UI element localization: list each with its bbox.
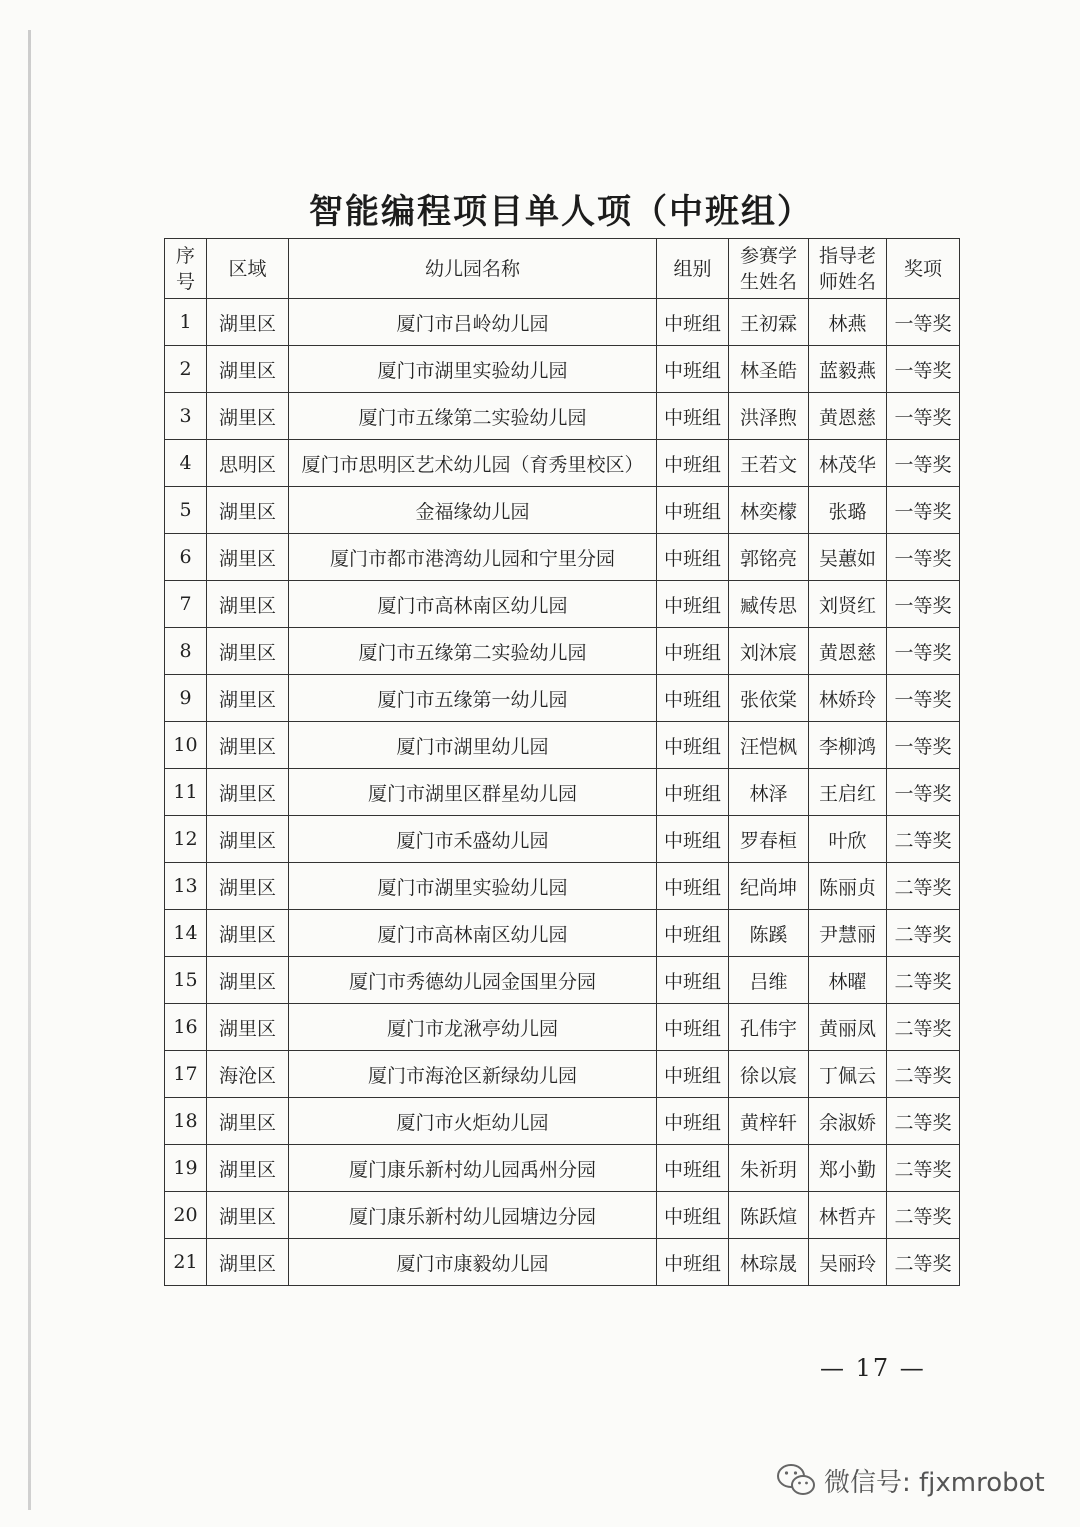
cell-region: 思明区 bbox=[207, 440, 289, 487]
cell-student: 吕维 bbox=[729, 957, 809, 1004]
cell-student: 臧传思 bbox=[729, 581, 809, 628]
cell-group: 中班组 bbox=[657, 1239, 729, 1286]
cell-student: 张依棠 bbox=[729, 675, 809, 722]
table-row bbox=[165, 1098, 960, 1145]
table-row bbox=[165, 628, 960, 675]
cell-award: 一等奖 bbox=[887, 769, 960, 816]
cell-region: 湖里区 bbox=[207, 1004, 289, 1051]
header-school: 幼儿园名称 bbox=[289, 239, 657, 299]
cell-group: 中班组 bbox=[657, 487, 729, 534]
awards-table bbox=[164, 238, 960, 1286]
table-header-row bbox=[165, 239, 960, 299]
table-row bbox=[165, 675, 960, 722]
cell-region: 湖里区 bbox=[207, 393, 289, 440]
cell-award: 一等奖 bbox=[887, 440, 960, 487]
cell-seq: 8 bbox=[165, 628, 207, 675]
cell-student: 王初霖 bbox=[729, 299, 809, 346]
watermark-text: 微信号: fjxmrobot bbox=[824, 1467, 1045, 1498]
cell-award: 一等奖 bbox=[887, 675, 960, 722]
cell-teacher: 吴丽玲 bbox=[809, 1239, 887, 1286]
cell-group: 中班组 bbox=[657, 628, 729, 675]
table-row bbox=[165, 1051, 960, 1098]
cell-student: 林圣皓 bbox=[729, 346, 809, 393]
table-row bbox=[165, 440, 960, 487]
cell-school: 厦门市湖里幼儿园 bbox=[289, 722, 657, 769]
cell-seq: 14 bbox=[165, 910, 207, 957]
table-row bbox=[165, 487, 960, 534]
cell-teacher: 余淑娇 bbox=[809, 1098, 887, 1145]
cell-school: 厦门市高林南区幼儿园 bbox=[289, 581, 657, 628]
table-row bbox=[165, 1145, 960, 1192]
cell-award: 二等奖 bbox=[887, 957, 960, 1004]
cell-award: 一等奖 bbox=[887, 346, 960, 393]
cell-school: 厦门市湖里实验幼儿园 bbox=[289, 863, 657, 910]
cell-award: 二等奖 bbox=[887, 910, 960, 957]
cell-group: 中班组 bbox=[657, 1192, 729, 1239]
cell-school: 厦门康乐新村幼儿园塘边分园 bbox=[289, 1192, 657, 1239]
wechat-icon bbox=[776, 1462, 816, 1498]
cell-group: 中班组 bbox=[657, 1098, 729, 1145]
cell-region: 海沧区 bbox=[207, 1051, 289, 1098]
table-row bbox=[165, 957, 960, 1004]
cell-award: 二等奖 bbox=[887, 1004, 960, 1051]
cell-school: 厦门市湖里实验幼儿园 bbox=[289, 346, 657, 393]
header-teacher: 指导老师姓名 bbox=[809, 239, 887, 299]
cell-teacher: 郑小勤 bbox=[809, 1145, 887, 1192]
cell-group: 中班组 bbox=[657, 346, 729, 393]
cell-seq: 13 bbox=[165, 863, 207, 910]
cell-seq: 12 bbox=[165, 816, 207, 863]
cell-region: 湖里区 bbox=[207, 1239, 289, 1286]
cell-seq: 17 bbox=[165, 1051, 207, 1098]
cell-seq: 10 bbox=[165, 722, 207, 769]
cell-group: 中班组 bbox=[657, 299, 729, 346]
cell-school: 厦门市五缘第二实验幼儿园 bbox=[289, 628, 657, 675]
cell-school: 厦门市火炬幼儿园 bbox=[289, 1098, 657, 1145]
cell-award: 二等奖 bbox=[887, 1098, 960, 1145]
header-award: 奖项 bbox=[887, 239, 960, 299]
table-row bbox=[165, 534, 960, 581]
table-row bbox=[165, 816, 960, 863]
cell-region: 湖里区 bbox=[207, 816, 289, 863]
cell-school: 厦门市海沧区新绿幼儿园 bbox=[289, 1051, 657, 1098]
cell-group: 中班组 bbox=[657, 816, 729, 863]
table-row bbox=[165, 346, 960, 393]
cell-region: 湖里区 bbox=[207, 581, 289, 628]
cell-school: 厦门市禾盛幼儿园 bbox=[289, 816, 657, 863]
watermark bbox=[776, 1460, 1045, 1500]
cell-seq: 4 bbox=[165, 440, 207, 487]
cell-seq: 9 bbox=[165, 675, 207, 722]
cell-group: 中班组 bbox=[657, 534, 729, 581]
cell-award: 二等奖 bbox=[887, 1145, 960, 1192]
cell-seq: 15 bbox=[165, 957, 207, 1004]
cell-student: 汪恺枫 bbox=[729, 722, 809, 769]
cell-student: 刘沐宸 bbox=[729, 628, 809, 675]
binding-edge bbox=[28, 30, 31, 1510]
cell-region: 湖里区 bbox=[207, 487, 289, 534]
table-row bbox=[165, 722, 960, 769]
cell-award: 一等奖 bbox=[887, 628, 960, 675]
table-row bbox=[165, 1239, 960, 1286]
cell-teacher: 张璐 bbox=[809, 487, 887, 534]
cell-seq: 21 bbox=[165, 1239, 207, 1286]
cell-teacher: 蓝毅燕 bbox=[809, 346, 887, 393]
cell-teacher: 黄恩慈 bbox=[809, 393, 887, 440]
cell-school: 厦门市思明区艺术幼儿园（育秀里校区） bbox=[289, 440, 657, 487]
cell-student: 黄梓轩 bbox=[729, 1098, 809, 1145]
cell-seq: 1 bbox=[165, 299, 207, 346]
cell-student: 孔伟宇 bbox=[729, 1004, 809, 1051]
cell-region: 湖里区 bbox=[207, 534, 289, 581]
cell-teacher: 丁佩云 bbox=[809, 1051, 887, 1098]
table-row bbox=[165, 581, 960, 628]
header-region: 区域 bbox=[207, 239, 289, 299]
cell-award: 一等奖 bbox=[887, 534, 960, 581]
cell-teacher: 林燕 bbox=[809, 299, 887, 346]
cell-award: 一等奖 bbox=[887, 487, 960, 534]
cell-award: 二等奖 bbox=[887, 1192, 960, 1239]
table-row bbox=[165, 299, 960, 346]
cell-student: 林琮晟 bbox=[729, 1239, 809, 1286]
cell-school: 厦门市龙湫亭幼儿园 bbox=[289, 1004, 657, 1051]
cell-student: 徐以宸 bbox=[729, 1051, 809, 1098]
header-seq: 序号 bbox=[165, 239, 207, 299]
cell-teacher: 林娇玲 bbox=[809, 675, 887, 722]
header-group: 组别 bbox=[657, 239, 729, 299]
cell-award: 二等奖 bbox=[887, 863, 960, 910]
cell-award: 一等奖 bbox=[887, 722, 960, 769]
cell-region: 湖里区 bbox=[207, 863, 289, 910]
cell-region: 湖里区 bbox=[207, 675, 289, 722]
cell-teacher: 林曜 bbox=[809, 957, 887, 1004]
cell-award: 一等奖 bbox=[887, 581, 960, 628]
cell-school: 厦门市五缘第一幼儿园 bbox=[289, 675, 657, 722]
page-title: 智能编程项目单人项（中班组） bbox=[309, 192, 813, 232]
cell-teacher: 林茂华 bbox=[809, 440, 887, 487]
cell-student: 洪泽煦 bbox=[729, 393, 809, 440]
cell-student: 朱祈玥 bbox=[729, 1145, 809, 1192]
cell-student: 陈蹊 bbox=[729, 910, 809, 957]
cell-school: 厦门市湖里区群星幼儿园 bbox=[289, 769, 657, 816]
cell-school: 厦门市五缘第二实验幼儿园 bbox=[289, 393, 657, 440]
cell-school: 厦门康乐新村幼儿园禹州分园 bbox=[289, 1145, 657, 1192]
cell-region: 湖里区 bbox=[207, 910, 289, 957]
cell-seq: 19 bbox=[165, 1145, 207, 1192]
cell-teacher: 王启红 bbox=[809, 769, 887, 816]
table-row bbox=[165, 1004, 960, 1051]
cell-student: 林泽 bbox=[729, 769, 809, 816]
cell-seq: 6 bbox=[165, 534, 207, 581]
table-row bbox=[165, 863, 960, 910]
cell-award: 二等奖 bbox=[887, 816, 960, 863]
cell-teacher: 陈丽贞 bbox=[809, 863, 887, 910]
cell-student: 郭铭亮 bbox=[729, 534, 809, 581]
table-row bbox=[165, 393, 960, 440]
cell-school: 厦门市高林南区幼儿园 bbox=[289, 910, 657, 957]
cell-teacher: 林哲卉 bbox=[809, 1192, 887, 1239]
cell-region: 湖里区 bbox=[207, 346, 289, 393]
cell-region: 湖里区 bbox=[207, 1192, 289, 1239]
cell-seq: 3 bbox=[165, 393, 207, 440]
cell-seq: 5 bbox=[165, 487, 207, 534]
cell-region: 湖里区 bbox=[207, 1145, 289, 1192]
cell-school: 厦门市秀德幼儿园金国里分园 bbox=[289, 957, 657, 1004]
cell-region: 湖里区 bbox=[207, 299, 289, 346]
cell-award: 二等奖 bbox=[887, 1239, 960, 1286]
cell-region: 湖里区 bbox=[207, 957, 289, 1004]
cell-group: 中班组 bbox=[657, 910, 729, 957]
cell-region: 湖里区 bbox=[207, 1098, 289, 1145]
cell-teacher: 叶欣 bbox=[809, 816, 887, 863]
cell-group: 中班组 bbox=[657, 1145, 729, 1192]
cell-group: 中班组 bbox=[657, 440, 729, 487]
cell-student: 罗春桓 bbox=[729, 816, 809, 863]
table-body bbox=[165, 299, 960, 1286]
cell-region: 湖里区 bbox=[207, 722, 289, 769]
cell-student: 林奕檬 bbox=[729, 487, 809, 534]
cell-school: 厦门市吕岭幼儿园 bbox=[289, 299, 657, 346]
cell-region: 湖里区 bbox=[207, 628, 289, 675]
cell-group: 中班组 bbox=[657, 722, 729, 769]
cell-teacher: 刘贤红 bbox=[809, 581, 887, 628]
cell-group: 中班组 bbox=[657, 957, 729, 1004]
cell-student: 陈跃煊 bbox=[729, 1192, 809, 1239]
cell-award: 一等奖 bbox=[887, 393, 960, 440]
cell-award: 一等奖 bbox=[887, 299, 960, 346]
cell-student: 纪尚坤 bbox=[729, 863, 809, 910]
cell-school: 厦门市康毅幼儿园 bbox=[289, 1239, 657, 1286]
cell-group: 中班组 bbox=[657, 1051, 729, 1098]
cell-seq: 11 bbox=[165, 769, 207, 816]
cell-school: 厦门市都市港湾幼儿园和宁里分园 bbox=[289, 534, 657, 581]
cell-teacher: 黄恩慈 bbox=[809, 628, 887, 675]
cell-group: 中班组 bbox=[657, 863, 729, 910]
cell-teacher: 李柳鸿 bbox=[809, 722, 887, 769]
cell-group: 中班组 bbox=[657, 581, 729, 628]
cell-seq: 18 bbox=[165, 1098, 207, 1145]
header-student: 参赛学生姓名 bbox=[729, 239, 809, 299]
table-row bbox=[165, 910, 960, 957]
cell-teacher: 尹慧丽 bbox=[809, 910, 887, 957]
cell-group: 中班组 bbox=[657, 393, 729, 440]
cell-group: 中班组 bbox=[657, 769, 729, 816]
cell-teacher: 吴蕙如 bbox=[809, 534, 887, 581]
cell-award: 二等奖 bbox=[887, 1051, 960, 1098]
cell-school: 金福缘幼儿园 bbox=[289, 487, 657, 534]
cell-seq: 2 bbox=[165, 346, 207, 393]
cell-seq: 20 bbox=[165, 1192, 207, 1239]
page-number: — 17 — bbox=[820, 1354, 926, 1382]
cell-region: 湖里区 bbox=[207, 769, 289, 816]
cell-group: 中班组 bbox=[657, 1004, 729, 1051]
cell-seq: 16 bbox=[165, 1004, 207, 1051]
cell-teacher: 黄丽凤 bbox=[809, 1004, 887, 1051]
cell-student: 王若文 bbox=[729, 440, 809, 487]
table-row bbox=[165, 769, 960, 816]
table-row bbox=[165, 1192, 960, 1239]
cell-seq: 7 bbox=[165, 581, 207, 628]
cell-group: 中班组 bbox=[657, 675, 729, 722]
